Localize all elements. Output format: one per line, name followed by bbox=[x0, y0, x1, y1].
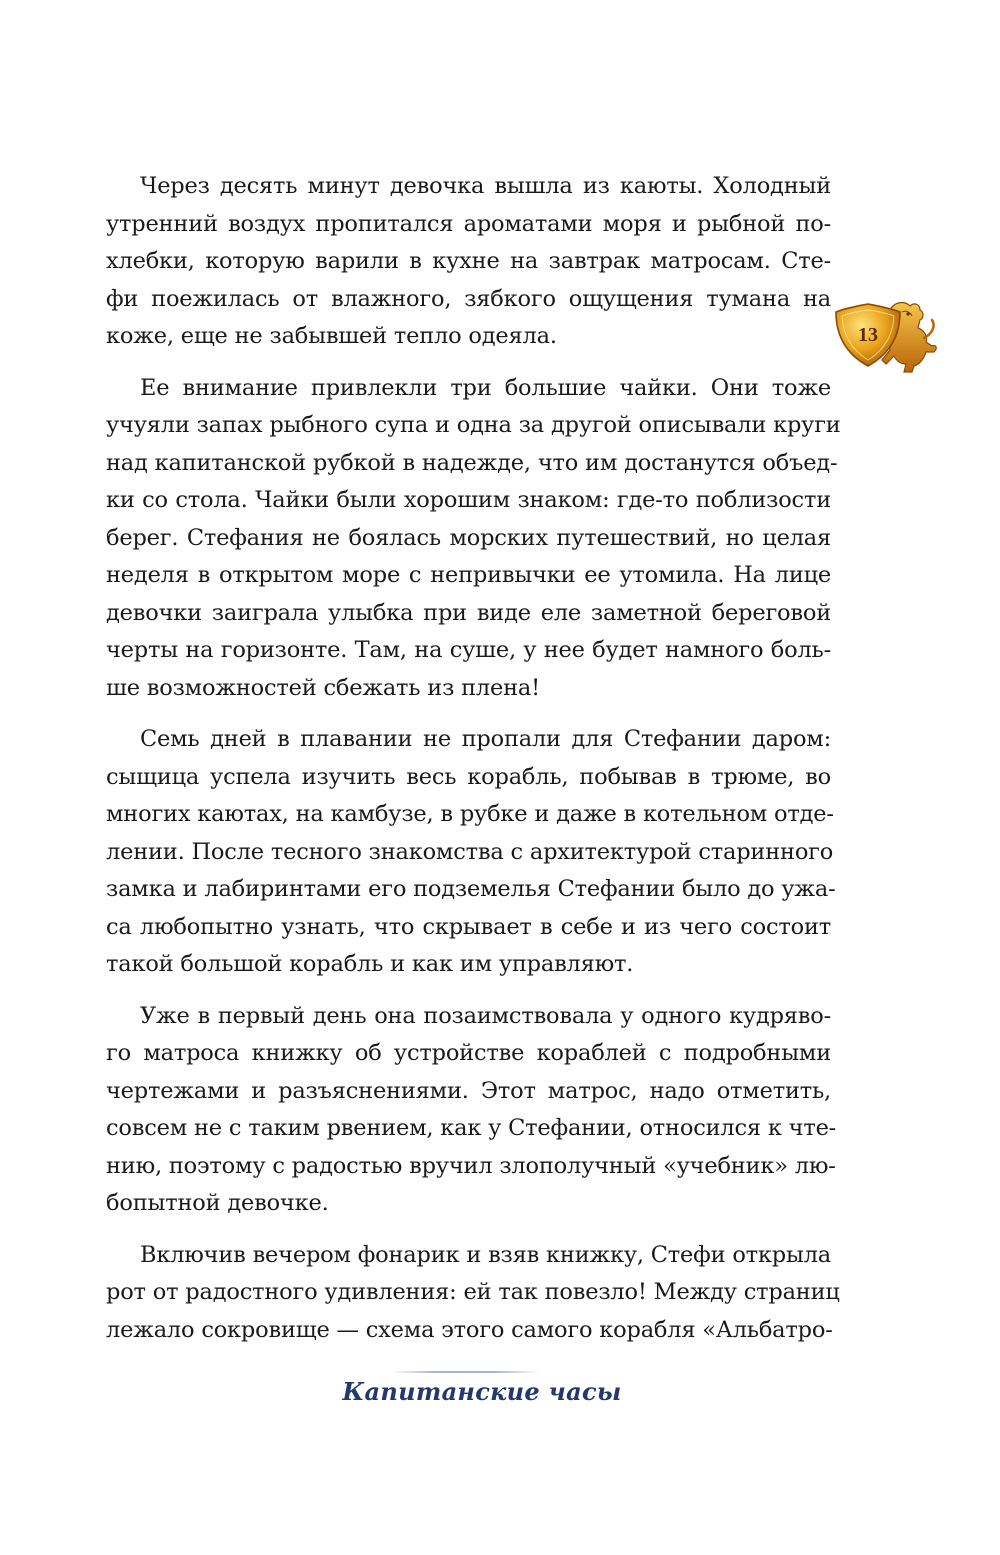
text-line: Семь дней в плавании не пропали для Стефании даром: bbox=[140, 726, 831, 752]
text-line: девочки заиграла улыбка при виде еле заметной береговой bbox=[106, 599, 831, 626]
text-line: утренний воздух пропитался ароматами моря и рыбной по- bbox=[106, 210, 831, 237]
text-line: са любопытно узнать, что скрывает в себе и из чего состоит bbox=[106, 913, 831, 940]
page-number: 13 bbox=[858, 324, 878, 346]
book-title: Капитанские часы bbox=[342, 1377, 622, 1406]
paragraph bbox=[106, 1237, 840, 1350]
text-line: коже, еще не забывшей тепло одеяла. bbox=[106, 323, 557, 349]
text-line: хлебки, которую варили в кухне на завтрак матросам. Сте- bbox=[106, 248, 831, 274]
text-line: сыщица успела изучить весь корабль, побывав в трюме, во bbox=[106, 763, 831, 790]
paragraph bbox=[106, 168, 831, 356]
text-line: бопытной девочке. bbox=[106, 1190, 329, 1216]
text-line: над капитанской рубкой в надежде, что им достанутся объед- bbox=[106, 449, 838, 476]
paragraph bbox=[106, 370, 841, 708]
text-line: Включив вечером фонарик и взяв книжку, Стефи открыла bbox=[140, 1241, 832, 1268]
text-line: ше возможностей сбежать из плена! bbox=[106, 674, 540, 701]
text-line: совсем не с таким рвением, как у Стефании, относился к чте- bbox=[106, 1115, 837, 1141]
text-line: лении. После тесного знакомства с архитектурой старинного bbox=[106, 838, 834, 865]
text-line: Ее внимание привлекли три большие чайки. Они тоже bbox=[140, 374, 831, 401]
text-line: чертежами и разъяснениями. Этот матрос, надо отметить, bbox=[106, 1077, 831, 1104]
text-line: ки со стола. Чайки были хорошим знаком: где-то поблизости bbox=[106, 487, 831, 513]
footer-divider bbox=[390, 1371, 540, 1373]
text-line: берег. Стефания не боялась морских путешествий, но целая bbox=[106, 524, 831, 551]
page-body bbox=[106, 168, 841, 1349]
text-line: многих каютах, на камбузе, в рубке и даже в котельном отде- bbox=[106, 801, 834, 827]
text-line: Через десять минут девочка вышла из каюты. Холодный bbox=[140, 173, 831, 199]
paragraph bbox=[106, 998, 837, 1223]
text-line: учуяли запах рыбного супа и одна за другой описывали круги bbox=[106, 412, 841, 438]
text-line: такой большой корабль и как им управляют. bbox=[106, 951, 634, 977]
page-number-badge bbox=[828, 294, 940, 374]
text-line: лежало сокровище — схема этого самого корабля «Альбатро- bbox=[106, 1316, 833, 1343]
text-line: Уже в первый день она позаимствовала у одного кудряво- bbox=[140, 1002, 831, 1029]
lion-shield-icon bbox=[828, 294, 940, 374]
text-line: рот от радостного удивления: ей так повезло! Между страниц bbox=[106, 1279, 840, 1305]
text-line: нию, поэтому с радостью вручил злополучный «учебник» лю- bbox=[106, 1152, 836, 1179]
paragraph bbox=[106, 721, 836, 984]
text-line: замка и лабиринтами его подземелья Стефании было до ужа- bbox=[106, 876, 836, 902]
text-line: го матроса книжку об устройстве кораблей с подробными bbox=[106, 1040, 831, 1066]
text-line: черты на горизонте. Там, на суше, у нее будет намного боль- bbox=[106, 637, 831, 663]
text-line: неделя в открытом море с непривычки ее утомила. На лице bbox=[106, 562, 831, 588]
text-line: фи поежилась от влажного, зябкого ощущения тумана на bbox=[106, 285, 831, 312]
